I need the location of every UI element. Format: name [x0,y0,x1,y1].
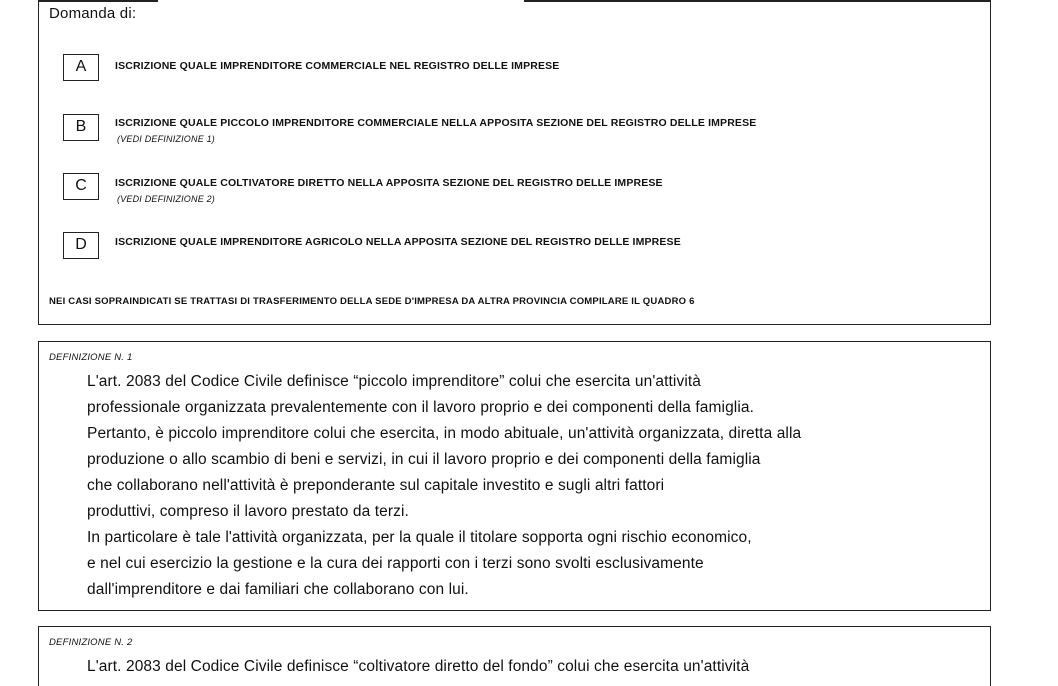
option-b-note: (VEDI DEFINIZIONE 1) [117,134,216,144]
definition-1-line: produzione o allo scambio di beni e servizi, in cui il lavoro proprio e dei componenti della famiglia [87,451,761,468]
option-b-label: ISCRIZIONE QUALE PICCOLO IMPRENDITORE COMMERCIALE NELLA APPOSITA SEZIONE DEL REGISTRO DELLE IMPRESE [115,117,757,129]
definition-2-panel [38,626,991,686]
option-c-checkbox[interactable]: C [63,173,99,200]
option-c-note: (VEDI DEFINIZIONE 2) [117,194,216,204]
definition-2-line: L'art. 2083 del Codice Civile definisce “coltivatore diretto del fondo” colui che esercita un'attività [87,658,750,675]
definition-1-line: produttivi, compreso il lavoro prestato da terzi. [87,503,409,520]
option-a-label: ISCRIZIONE QUALE IMPRENDITORE COMMERCIALE NEL REGISTRO DELLE IMPRESE [115,60,560,72]
definition-1-line: L'art. 2083 del Codice Civile definisce “piccolo imprenditore” colui che esercita un'attività [87,373,701,390]
option-b-checkbox[interactable]: B [63,114,99,141]
definition-2-title: DEFINIZIONE N. 2 [49,637,133,648]
definition-1-panel [38,341,991,611]
option-a-checkbox[interactable]: A [63,54,99,81]
option-d-checkbox[interactable]: D [63,232,99,259]
definition-1-line: e nel cui esercizio la gestione e la cura dei rapporti con i terzi sono svolti esclusivamente [87,555,704,572]
option-d-label: ISCRIZIONE QUALE IMPRENDITORE AGRICOLO NELLA APPOSITA SEZIONE DEL REGISTRO DELLE IMPRESE [115,236,681,248]
definition-1-line: che collaborano nell'attività è preponderante sul capitale investito e sugli altri fattori [87,477,665,494]
definition-1-line: dall'imprenditore e dai familiari che collaborano con lui. [87,581,469,598]
definition-1-line: Pertanto, è piccolo imprenditore colui che esercita, in modo abituale, un'attività organizzata, diretta alla [87,425,802,442]
definition-1-title: DEFINIZIONE N. 1 [49,352,133,363]
transfer-footnote: NEI CASI SOPRAINDICATI SE TRATTASI DI TRASFERIMENTO DELLA SEDE D'IMPRESA DA ALTRA PROVINCIA COMPILARE IL QUADRO 6 [49,296,695,307]
option-c-label: ISCRIZIONE QUALE COLTIVATORE DIRETTO NELLA APPOSITA SEZIONE DEL REGISTRO DELLE IMPRESE [115,177,663,189]
definition-1-line: professionale organizzata prevalentemente con il lavoro proprio e dei componenti della famiglia. [87,399,755,416]
domanda-panel [38,0,991,325]
domanda-title: Domanda di: [49,5,137,22]
definition-1-line: In particolare è tale l'attività organizzata, per la quale il titolare sopporta ogni rischio economico, [87,529,752,546]
